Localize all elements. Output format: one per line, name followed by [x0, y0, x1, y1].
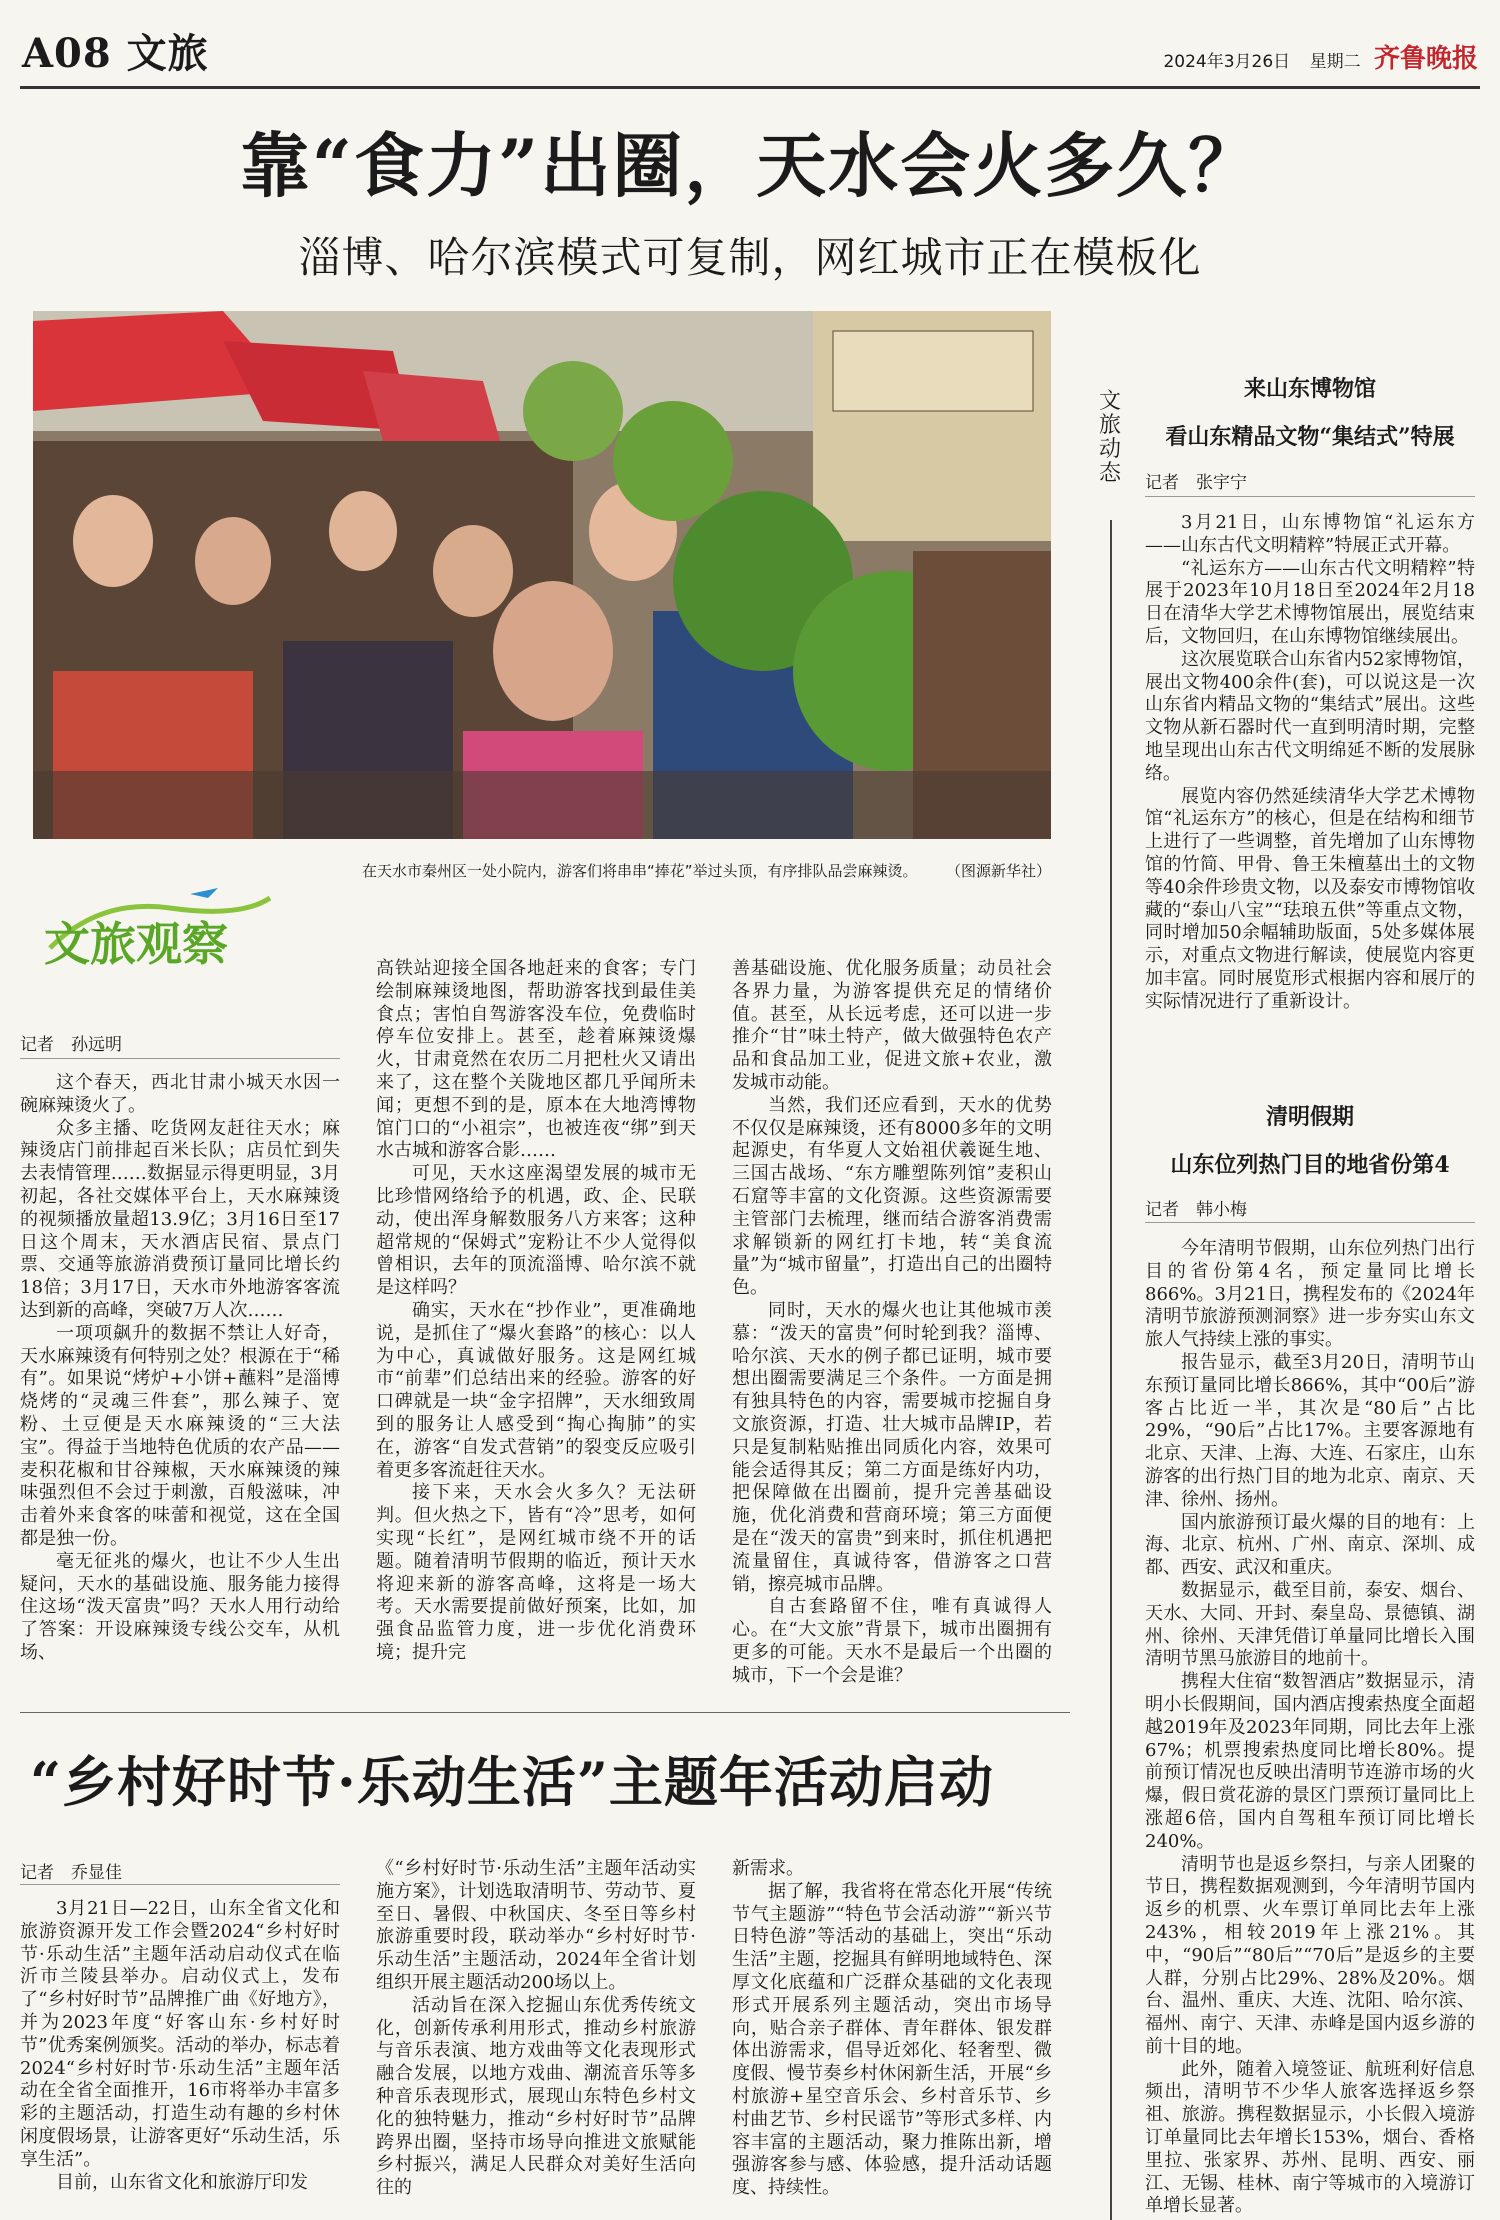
sidebar-divider	[1110, 520, 1112, 2220]
issue-date: 2024年3月26日	[1163, 52, 1291, 72]
second-headline: “乡村好时节·乐动生活”主题年活动启动	[30, 1750, 994, 1814]
second-column-3	[732, 1858, 1052, 2200]
paragraph: 数据显示，截至目前，泰安、烟台、天水、大同、开封、秦皇岛、景德镇、湖州、徐州、天津凭借订单量同比增长入围清明节黑马旅游目的地前十。	[1145, 1579, 1475, 1670]
paragraph: 众多主播、吃货网友赶往天水；麻辣烫店门前排起百米长队；店员忙到失去表情管理……数据显示得更明显，3月初起，各社交媒体平台上，天水麻辣烫的视频播放量超13.9亿；3月16日至17日这个周末，天水酒店民宿、景点门票、交通等旅游消费预订量同比增长约18倍；3月17日，天水市外地游客客流达到新的高峰，突破7万人次……	[20, 1117, 340, 1321]
paragraph: 善基础设施、优化服务质量；动员社会各界力量，为游客提供充足的情绪价值。甚至，从长远考虑，还可以进一步推介“甘”味土特产，做大做强特色农产品和食品加工业，促进文旅+农业，激发城市动能。	[732, 958, 1052, 1093]
sidebar-tag: 文旅动态	[1098, 389, 1121, 486]
sidebar-item2-rule	[1145, 1222, 1475, 1223]
sidebar-item1-byline: 记者 张宇宁	[1145, 473, 1247, 493]
paragraph: 《“乡村好时节·乐动生活”主题年活动实施方案》，计划选取清明节、劳动节、夏至日、暑假、中秋国庆、冬至日等乡村旅游重要时段，联动举办“乡村好时节·乐动生活”主题活动，2024年全省计划组织开展主题活动200场以上。	[376, 1858, 696, 1993]
sidebar-item1-title: 来山东博物馆	[1243, 376, 1376, 402]
paragraph: 展览内容仍然延续清华大学艺术博物馆“礼运东方”的核心，但是在结构和细节上进行了一些调整，首先增加了山东博物馆的竹简、甲骨、鲁王朱檀墓出土的文物等40余件珍贵文物，以及泰安市博物馆收藏的“泰山八宝”“珐琅五供”等重点文物，同时增加50余幅辅助版面，5处多媒体展示，对重点文物进行解读，使展览内容更加丰富。同时展览形式根据内容和展厅的实际情况进行了重新设计。	[1145, 785, 1475, 1012]
main-byline: 记者 孙远明	[20, 1035, 122, 1055]
paragraph: 携程大住宿“数智酒店”数据显示，清明小长假期间，国内酒店搜索热度全面超越2019年及2023年同期，同比去年上涨67%；机票搜索热度同比增长80%。提前预订情况也反映出清明节连游市场的火爆，假日赏花游的景区门票预订量同比上涨超6倍，国内自驾租车预订同比增长240%。	[1145, 1671, 1475, 1852]
column-badge-text: 文旅观察	[44, 917, 228, 971]
paragraph: 这次展览联合山东省内52家博物馆，展出文物400余件(套)，可以说这是一次山东省内精品文物的“集结式”展出。这些文物从新石器时代一直到明清时期，完整地呈现出山东古代文明绵延不断的发展脉络。	[1145, 648, 1475, 784]
paragraph: “礼运东方——山东古代文明精粹”特展于2023年10月18日至2024年2月18日在清华大学艺术博物馆展出，展览结束后，文物回归，在山东博物馆继续展出。	[1145, 557, 1475, 647]
paragraph: 国内旅游预订最火爆的目的地有：上海、北京、杭州、广州、南京、深圳、成都、西安、武汉和重庆。	[1145, 1511, 1475, 1579]
section-divider	[20, 1712, 1070, 1713]
masthead-logo: 齐鲁晚报	[1373, 44, 1478, 74]
second-column-1	[20, 1898, 340, 2194]
second-column-2	[376, 1858, 696, 2200]
paragraph: 确实，天水在“抄作业”，更准确地说，是抓住了“爆火套路”的核心：以人为中心，真诚做好服务。这是网红城市“前辈”们总结出来的经验。游客的好口碑就是一块“金字招牌”，天水细致周到的服务让人感受到“掏心掏肺”的实在，游客“自发式营销”的裂变反应吸引着更多客流赶往天水。	[376, 1299, 696, 1481]
header-rule	[20, 86, 1480, 89]
sidebar-item1-rule	[1145, 496, 1475, 497]
sidebar-item2-body	[1145, 1238, 1475, 2218]
paragraph: 毫无征兆的爆火，也让不少人生出疑问，天水的基础设施、服务能力接得住这场“泼天富贵”吗？天水人用行动给了答案：开设麻辣烫专线公交车，从机场、	[20, 1550, 340, 1663]
paragraph: 自古套路留不住，唯有真诚得人心。在“大文旅”背景下，城市出圈拥有更多的可能。天水不是最后一个出圈的城市，下一个会是谁？	[732, 1596, 1052, 1686]
paragraph: 清明节也是返乡祭扫，与亲人团聚的节日，携程数据观测到，今年清明节国内返乡的机票、火车票订单同比去年上涨243%，相较2019年上涨21%。其中，“90后”“80后”“70后”是返乡的主要人群，分别占比29%、28%及20%。烟台、温州、重庆、大连、沈阳、哈尔滨、福州、南宁、天津、赤峰是国内返乡游的前十目的地。	[1145, 1853, 1475, 2057]
second-byline: 记者 乔显佳	[20, 1863, 122, 1883]
photo-credit: （图源新华社）	[953, 862, 1051, 880]
second-byline-rule	[20, 1884, 340, 1885]
section-label: A08 文旅	[22, 30, 209, 77]
byline-rule	[20, 1058, 340, 1059]
paragraph: 此外，随着入境签证、航班利好信息频出，清明节不少华人旅客选择返乡祭祖、旅游。携程数据显示，小长假入境游订单量同比去年增长153%，烟台、香格里拉、张家界、苏州、昆明、西安、丽江、无锡、桂林、南宁等城市的入境游订单增长显著。	[1145, 2058, 1475, 2217]
paragraph: 报告显示，截至3月20日，清明节山东预订量同比增长866%，其中“00后”游客占比近一半，其次是“80后”占比29%，“90后”占比17%。主要客源地有北京、天津、上海、大连、石家庄，山东游客的出行热门目的地为北京、南京、天津、徐州、扬州。	[1145, 1351, 1475, 1510]
paragraph: 当然，我们还应看到，天水的优势不仅仅是麻辣烫，还有8000多年的文明起源史，有华夏人文始祖伏羲诞生地、三国古战场、“东方雕塑陈列馆”麦积山石窟等丰富的文化资源。这些资源需要主管部门去梳理，继而结合游客消费需求解锁新的网红打卡地，转“美食流量”为“城市留量”，打造出自己的出圈特色。	[732, 1094, 1052, 1299]
sidebar-item1-subtitle: 看山东精品文物“集结式”特展	[1165, 424, 1455, 450]
news-photo-illustration	[33, 311, 1051, 839]
paragraph: 今年清明节假期，山东位列热门出行目的省份第4名，预定量同比增长866%。3月21日，携程发布的《2024年清明节旅游预测洞察》进一步夯实山东文旅人气持续上涨的事实。	[1145, 1238, 1475, 1351]
paragraph: 这个春天，西北甘肃小城天水因一碗麻辣烫火了。	[20, 1072, 340, 1116]
main-subheadline: 淄博、哈尔滨模式可复制，网红城市正在模板化	[298, 233, 1202, 282]
paragraph: 一项项飙升的数据不禁让人好奇，天水麻辣烫有何特别之处？根源在于“稀有”。如果说“烤炉+小饼+蘸料”是淄博烧烤的“灵魂三件套”，那么辣子、宽粉、土豆便是天水麻辣烫的“三大法宝”。得益于当地特色优质的农产品——麦积花椒和甘谷辣椒，天水麻辣烫的辣味强烈但不会过于刺激，百般滋味，冲击着外来食客的味蕾和视觉，这在全国都是独一份。	[20, 1322, 340, 1549]
paragraph: 新需求。	[732, 1858, 804, 1879]
paragraph: 同时，天水的爆火也让其他城市羡慕：“泼天的富贵”何时轮到我？淄博、哈尔滨、天水的例子都已证明，城市要想出圈需要满足三个条件。一方面是拥有独具特色的内容，需要城市挖掘自身文旅资源，打造、壮大城市品牌IP，若只是复制粘贴推出同质化内容，效果可能会适得其反；第二方面是练好内功，把保障做在出圈前，提升完善基础设施，优化消费和营商环境；第三方面便是在“泼天的富贵”到来时，抓住机遇把流量留住，真诚待客，借游客之口营销，擦亮城市品牌。	[732, 1299, 1052, 1595]
sidebar-item2-byline: 记者 韩小梅	[1145, 1200, 1247, 1220]
paragraph: 目前，山东省文化和旅游厅印发	[56, 2171, 308, 2193]
paragraph: 接下来，天水会火多久？无法研判。但火热之下，皆有“冷”思考，如何实现“长红”，是网红城市绕不开的话题。随着清明节假期的临近，预计天水将迎来新的游客高峰，这将是一场大考。天水需要提前做好预案，比如，加强食品监管力度，进一步优化消费环境；提升完	[376, 1482, 696, 1663]
main-headline: 靠“食力”出圈，天水会火多久？	[239, 124, 1261, 207]
issue-date-bar	[1163, 38, 1478, 75]
paragraph: 可见，天水这座渴望发展的城市无比珍惜网络给予的机遇，政、企、民联动，使出浑身解数服务八方来客；这种超常规的“保姆式”宠粉让不少人觉得似曾相识，去年的顶流淄博、哈尔滨不就是这样吗？	[376, 1163, 696, 1299]
photo-caption-text: 在天水市秦州区一处小院内，游客们将串串“捧花”举过头顶，有序排队品尝麻辣烫。	[361, 862, 918, 880]
sidebar-item2-subtitle: 山东位列热门目的地省份第4	[1170, 1152, 1450, 1178]
main-column-3	[732, 958, 1052, 1688]
main-column-1	[20, 1072, 340, 1665]
main-column-2	[376, 958, 696, 1665]
sidebar-item2-title: 清明假期	[1265, 1104, 1354, 1130]
paragraph: 活动旨在深入挖掘山东优秀传统文化，创新传承利用形式，推动乡村旅游与音乐表演、地方戏曲等文化表现形式融合发展，以地方戏曲、潮流音乐等多种音乐表现形式，展现山东特色乡村文化的独特魅力，推动“乡村好时节”品牌跨界出圈，坚持市场导向推进文旅赋能乡村振兴，满足人民群众对美好生活向往的	[376, 1994, 696, 2199]
paragraph: 高铁站迎接全国各地赶来的食客；专门绘制麻辣烫地图，帮助游客找到最佳美食点；害怕自驾游客没车位，免费临时停车位安排上。甚至，趁着麻辣烫爆火，甘肃竟然在农历二月把杜火又请出来了，这在整个关陇地区都几乎闻所未闻；更想不到的是，原本在大地湾博物馆门口的“小祖宗”，也被连夜“绑”到天水古城和游客合影……	[376, 958, 696, 1162]
issue-weekday: 星期二	[1309, 52, 1361, 72]
paragraph: 3月21日，山东博物馆“礼运东方——山东古代文明精粹”特展正式开幕。	[1145, 512, 1475, 556]
paragraph: 据了解，我省将在常态化开展“传统节气主题游”“特色节会活动游”“新兴节日特色游”等活动的基础上，突出“乐动生活”主题，挖掘具有鲜明地域特色、深厚文化底蕴和广泛群众基础的文化表现形式开展系列主题活动，突出市场导向，贴合亲子群体、青年群体、银发群体出游需求，倡导近郊化、轻奢型、微度假、慢节奏乡村休闲新生活，开展“乡村旅游+星空音乐会、乡村音乐节、乡村曲艺节、乡村民谣节”等形式多样、内容丰富的主题活动，聚力推陈出新，增强游客参与感、体验感，提升活动话题度、持续性。	[732, 1880, 1052, 2199]
news-photo	[33, 311, 1051, 839]
sidebar-item1-body	[1145, 512, 1475, 1014]
column-badge	[40, 878, 280, 998]
paragraph: 3月21日—22日，山东全省文化和旅游资源开发工作会暨2024“乡村好时节·乐动生活”主题年活动启动仪式在临沂市兰陵县举办。启动仪式上，发布了“乡村好时节”品牌推广曲《好地方》，并为2023年度“好客山东·乡村好时节”优秀案例颁奖。活动的举办，标志着2024“乡村好时节·乐动生活”主题年活动在全省全面推开，16市将举办丰富多彩的主题活动，打造生动有趣的乡村休闲度假场景，让游客更好“乐动生活，乐享生活”。	[20, 1898, 340, 2170]
